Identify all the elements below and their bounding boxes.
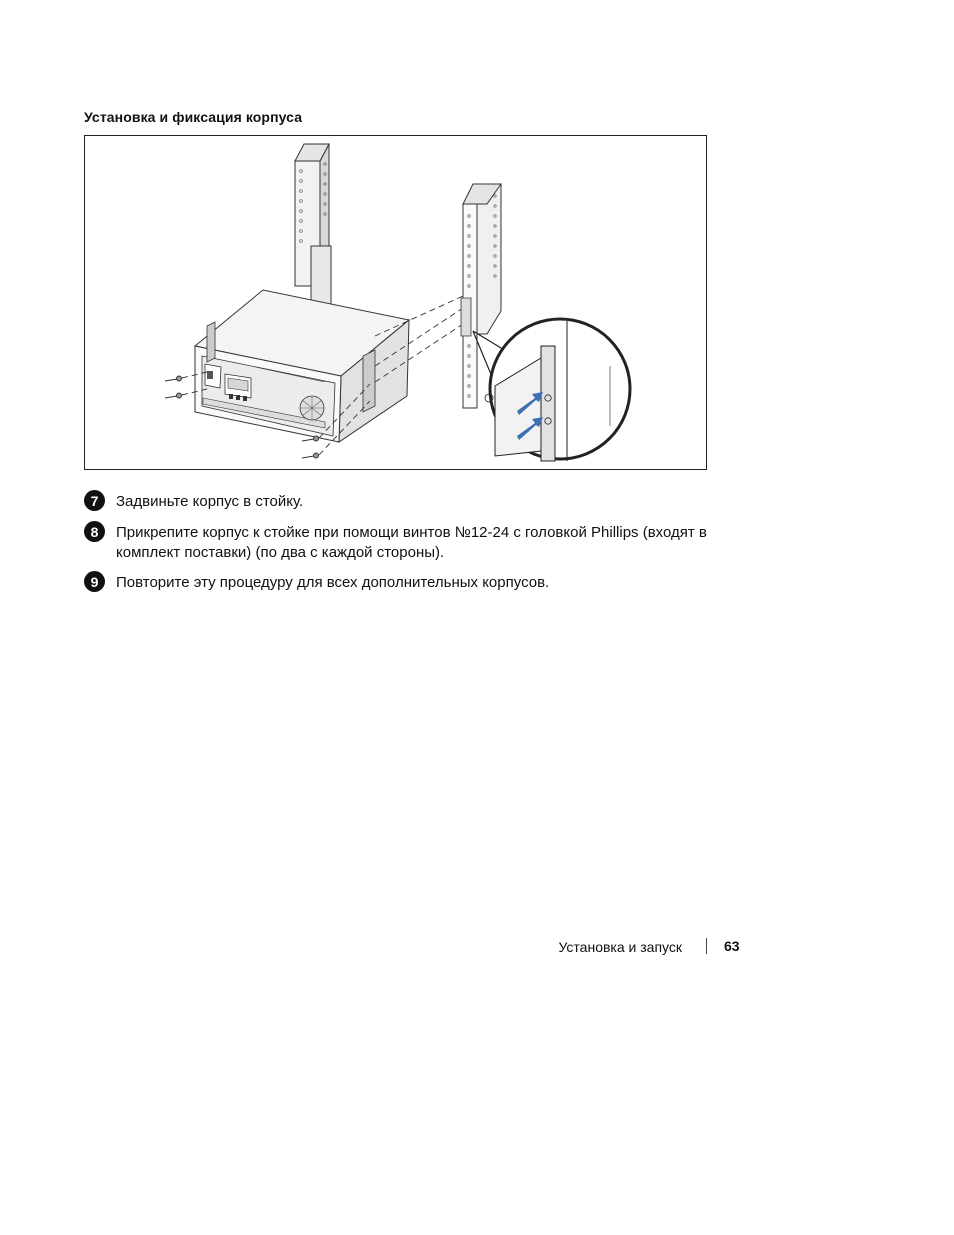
step-number-badge: 8 <box>84 521 105 542</box>
left-rack-rail <box>295 144 331 304</box>
zoom-detail <box>473 319 630 461</box>
step-text: Прикрепите корпус к стойке при помощи винтов №12-24 с головкой Phillips (входят в комплект поставки) (по два с каждой стороны). <box>116 524 707 561</box>
step-number-badge: 9 <box>84 571 105 592</box>
step-number-badge: 7 <box>84 490 105 511</box>
installation-figure <box>84 135 707 470</box>
section-title: Установка и фиксация корпуса <box>84 109 303 125</box>
page-number: 63 <box>724 938 740 954</box>
step-text: Задвиньте корпус в стойку. <box>116 493 304 510</box>
page-footer <box>540 938 740 958</box>
footer-section-name: Установка и запуск <box>558 939 682 955</box>
footer-separator <box>706 938 707 954</box>
rack-installation-illustration <box>85 136 708 471</box>
ups-chassis <box>195 290 409 442</box>
step-text: Повторите эту процедуру для всех дополнительных корпусов. <box>116 574 550 591</box>
